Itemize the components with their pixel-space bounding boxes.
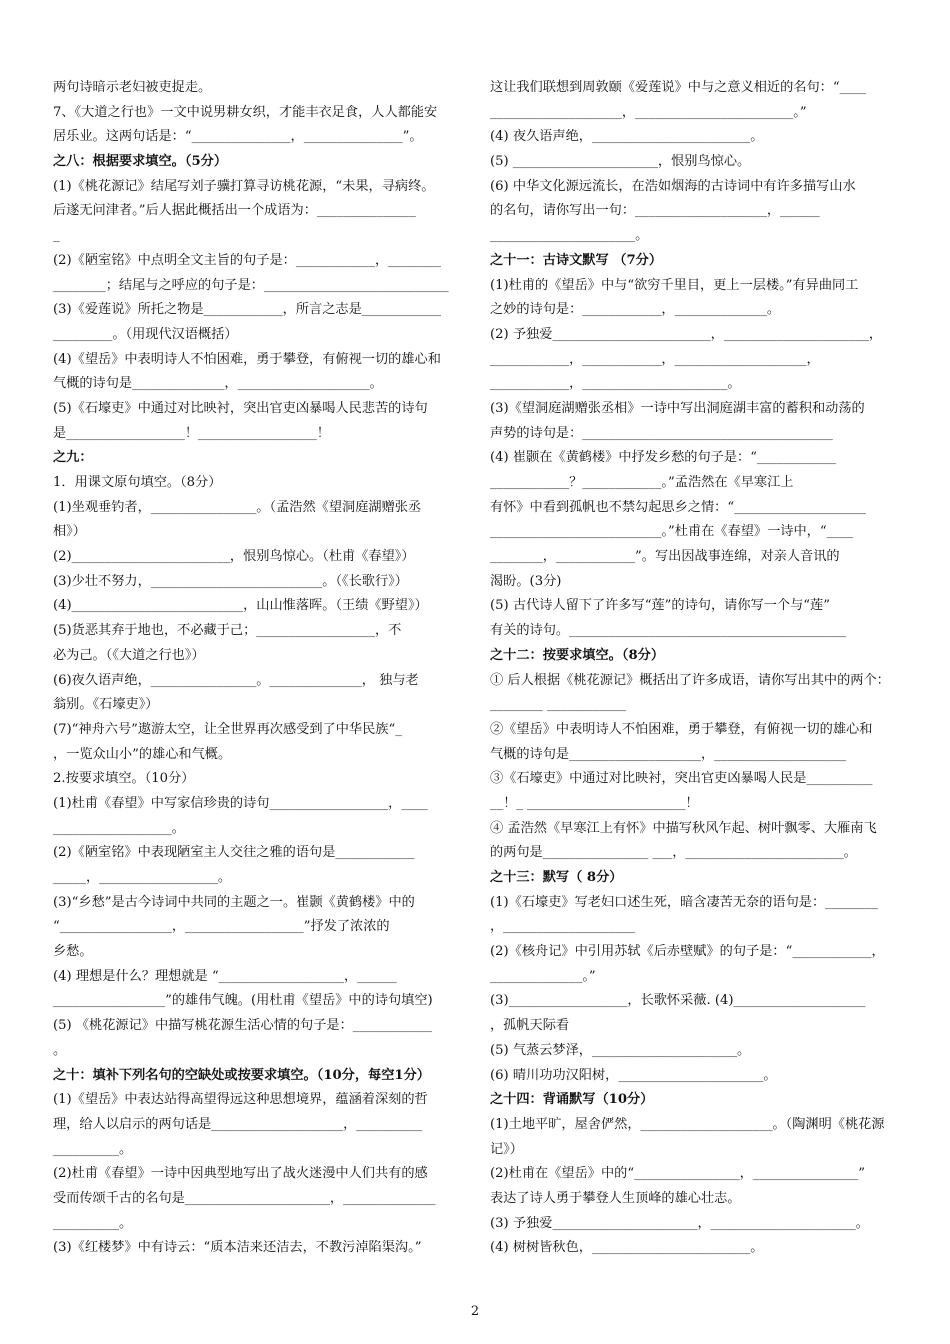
right-text-line: ，孤帆天际看 [490,1018,570,1034]
right-text-line: __________________________。”杜甫在《春望》一诗中，“____ [490,524,853,540]
right-text-line: ____________，____________，____________________， [490,351,820,367]
right-text-line: ______________________。 [490,228,649,244]
left-column [53,76,461,1261]
left-text-line: (1)坐观垂钓者，________________。（孟浩然《望洞庭湖赠张丞 [53,499,422,515]
right-text-line: (5) 气蒸云梦泽，______________________。 [490,1042,751,1058]
left-text-line: _________。（用现代汉语概括） [53,326,238,342]
left-text-line: 受而传颂千古的名句是______________________，______________ [53,1190,436,1206]
right-text-line: ______________。” [490,968,596,984]
right-text-line: ____________________，________________________。” [490,104,807,120]
right-text-line: (5) 古代诗人留下了许多写“莲”的诗句，请你写一个与“莲” [490,598,830,614]
right-text-line: (1)土地平旷，屋舍俨然，____________________。（陶渊明《桃花源 [490,1116,885,1132]
left-section-heading: 之九： [53,450,93,466]
right-text-line: 之妙的诗句是：____________，______________。 [490,302,781,318]
right-text-line: ②《望岳》中表明诗人不怕困难，勇于攀登，有俯视一切的雄心和 [490,721,873,737]
left-text-line: 是__________________！__________________！ [53,425,330,441]
right-text-line: ，____________________ [490,919,636,935]
left-text-line: 必为己。（《大道之行也》） [53,647,205,663]
left-text-line: (3)“乡愁”是古今诗词中共同的主题之一。崔颢《黄鹤楼》中的 [53,894,415,910]
left-text-line: (4)__________________________，山山惟落晖。（王绩《野望》） [53,598,428,614]
left-text-line: 7、《大道之行也》一文中说男耕女织，才能丰衣足食，人人都能安 [53,104,438,120]
left-text-line: “_________________，__________________”抒发了浓浓的 [53,919,390,935]
left-text-line: (2)杜甫《春望》一诗中因典型地写出了战火迷漫中人们共有的感 [53,1166,428,1182]
left-text-line: (6)夜久语声绝，________________。______________， 独与老 [53,672,419,688]
left-text-line: 相》） [53,524,86,540]
right-text-line: (1)《石壕吏》写老妇口述生死，暗含凄苦无奈的语句是：________ [490,894,878,910]
left-text-line: (7)“神舟六号”遨游太空，让全世界再次感受到了中华民族“_ [53,721,402,737]
right-text-line: (2) 予独爱________________________，______________________， [490,326,883,342]
right-text-line: ____________，______________________。 [490,376,741,392]
right-text-line: 记》） [490,1141,523,1157]
left-text-line: __________。 [53,1215,133,1231]
right-text-line: (3) 予独爱______________________，______________________。 [490,1215,869,1231]
right-text-line: (1)杜甫的《望岳》中与“欲穷千里目，更上一层楼。”有异曲同工 [490,277,859,293]
right-text-line: (4) 崔颢在《黄鹤楼》中抒发乡愁的句子是：“____________ [490,450,837,466]
left-text-line: 1．用课文原句填空。（8分） [53,475,222,490]
left-text-line: ，一览众山小”的雄心和气概。 [53,746,232,762]
page-number: 2 [470,1304,480,1319]
left-text-line: (2)________________________，恨别鸟惊心。（杜甫《春望》） [53,549,415,565]
right-text-line: ____________？____________。”孟浩然在《早寒江上 [490,475,794,490]
right-text-line: (3)__________________，长歌怀采薇. (4)____________________ [490,993,866,1009]
right-text-line: 声势的诗句是：______________________________________ [490,425,833,441]
right-section-heading: 之十二：按要求填空。（8分） [490,647,665,663]
right-text-line: 渴盼。(3分) [490,573,562,589]
right-text-line: (3)《望洞庭湖赠张丞相》一诗中写出洞庭湖丰富的蓄积和动荡的 [490,400,865,416]
left-text-line: 气概的诗句是______________，____________________。 [53,376,383,392]
left-text-line: (4) 理想是什么？理想就是 “___________________，______ [53,968,397,984]
right-text-line: (2)《核舟记》中引用苏轼《后赤壁赋》的句子是：“____________， [490,944,885,960]
left-section-heading: 之十：填补下列名句的空缺处或按要求填空。（10分，每空1分） [53,1067,430,1083]
left-text-line: 居乐业。这两句话是：“_______________，_______________”。 [53,129,423,145]
right-text-line: 的两句是________________ ___，________________________。 [490,845,857,861]
right-column [490,76,900,1261]
left-text-line: (3)少壮不努力，__________________________。（《长歌行》） [53,573,408,589]
left-text-line: 理，给人以启示的两句话是____________________，__________ [53,1116,423,1132]
right-text-line: (2)杜甫在《望岳》中的“________________，________________” [490,1166,866,1182]
right-text-line: ③《石壕吏》中通过对比映衬，突出官吏凶暴喝人民是__________ [490,771,873,787]
right-text-line: (6) 晴川功功汉阳树，______________________。 [490,1067,777,1083]
left-text-line: _____，__________________。 [53,870,232,885]
right-section-heading: 之十三：默写（ 8分） [490,870,623,885]
left-text-line: (5) 《桃花源记》中描写桃花源生活心情的句子是：____________ [53,1018,432,1034]
right-text-line: ________，____________”。写出因战事连绵，对亲人音讯的 [490,549,840,565]
left-text-line: 乡愁。 [53,944,93,960]
left-text-line: (3)《爱莲说》所托之物是____________，所言之志是____________ [53,302,441,318]
left-text-line: 后遂无问津者。”后人据此概括出一个成语为：_______________ [53,203,416,219]
left-text-line: 2.按要求填空。（10分） [53,771,195,787]
left-text-line: (3)《红楼梦》中有诗云：“质本洁来还洁去，不教污淖陷渠沟。” [53,1240,422,1256]
right-text-line: 表达了诗人勇于攀登人生顶峰的雄心壮志。 [490,1190,741,1206]
right-text-line: __！_ ________________________！ [490,795,699,811]
left-text-line: (1)《望岳》中表达站得高望得远这种思想境界，蕴涵着深刻的哲 [53,1092,428,1108]
right-text-line: (4) 树树皆秋色，________________________。 [490,1240,764,1256]
right-text-line: 这让我们联想到周敦颐《爱莲说》中与之意义相近的名句：“____ [490,80,866,95]
right-text-line: 有怀》中看到孤帆也不禁勾起思乡之情：“____________________ [490,499,866,515]
left-text-line: (5)《石壕吏》中通过对比映衬，突出官吏凶暴喝人民悲苦的诗句 [53,400,428,416]
left-text-line: (4)《望岳》中表明诗人不怕困难，勇于攀登，有俯视一切的雄心和 [53,351,441,367]
right-text-line: 气概的诗句是____________________，____________________ [490,746,847,762]
left-text-line: 。 [53,1042,67,1058]
left-text-line: 翁别。《石壕吏》） [53,697,159,713]
right-section-heading: 之十一：古诗文默写 （7分） [490,252,663,268]
right-text-line: 的名句，请你写出一句：____________________，______ [490,203,820,219]
left-section-heading: 之八：根据要求填空。（5分） [53,154,228,170]
right-text-line: (5) ______________________，恨别鸟惊心。 [490,154,751,170]
right-text-line: (6) 中华文化源远流长，在浩如烟海的古诗词中有许多描写山水 [490,178,856,194]
left-text-line: 两句诗暗示老妇被吏捉走。 [53,80,212,95]
left-text-line: _________________”的雄伟气魄。(用杜甫《望岳》中的诗句填空) [53,993,433,1009]
left-text-line: (2)《陋室铭》中点明全文主旨的句子是：____________，________ [53,252,441,268]
left-text-line: (2)《陋室铭》中表现陋室主人交往之雅的语句是____________ [53,845,415,861]
right-section-heading: 之十四：背诵默写（10分） [490,1092,654,1108]
left-text-line: (1)《桃花源记》结尾写刘子骥打算寻访桃花源，“未果，寻病终。 [53,178,435,194]
right-text-line: (4) 夜久语声绝，________________________。 [490,129,764,145]
right-text-line: 有关的诗句。__________________________________________ [490,623,847,639]
right-text-line: ④ 孟浩然《早寒江上有怀》中描写秋风乍起、树叶飘零、大雁南飞 [490,820,877,836]
left-text-line: ________；结尾与之呼应的句子是：____________________________ [53,277,449,293]
left-text-line: (1)杜甫《春望》中写家信珍贵的诗句__________________，____ [53,795,428,811]
left-text-line: __________。 [53,1141,133,1157]
right-text-line: ① 后人根据《桃花源记》概括出了许多成语，请你写出其中的两个： [490,672,890,688]
right-text-line: ________ ____________ [490,697,627,713]
left-text-line: _ [53,228,60,244]
left-text-line: (5)货恶其弃于地也，不必藏于己；__________________，不 [53,623,402,639]
left-text-line: __________________。 [53,820,185,836]
